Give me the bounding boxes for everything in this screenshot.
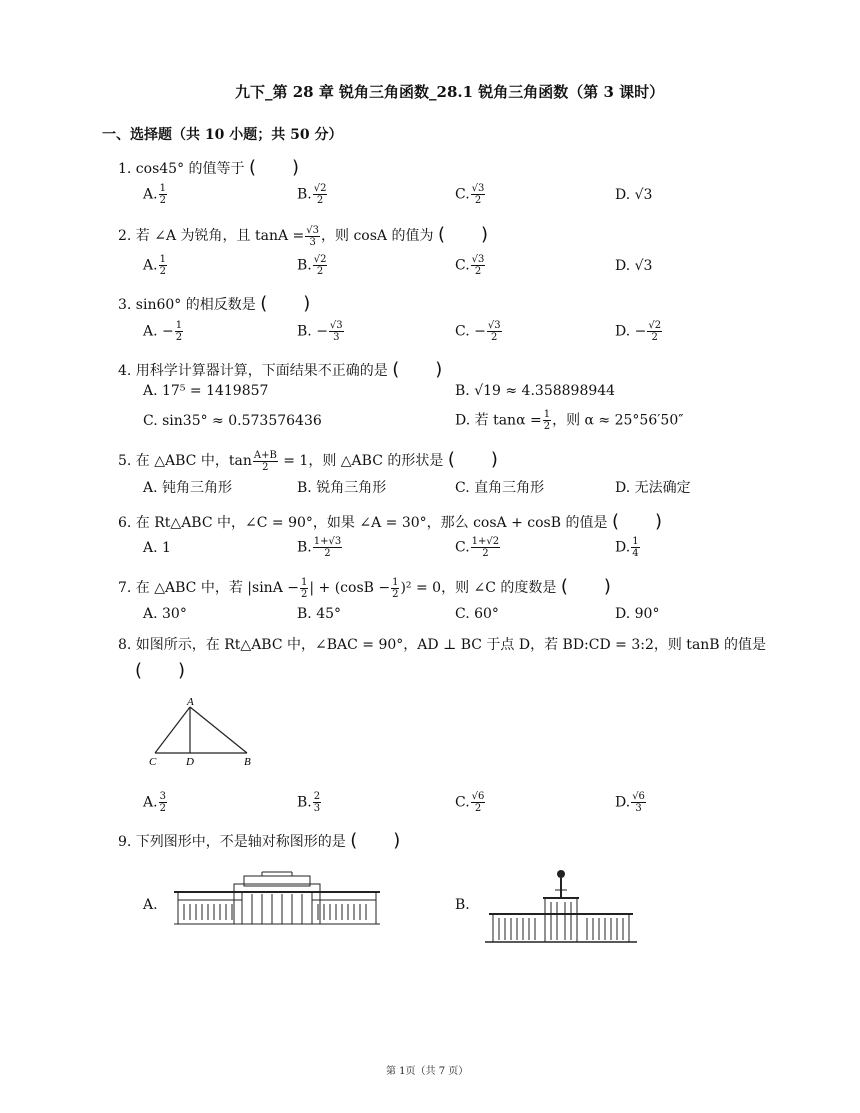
fraction: $\frac{√3}{3}$ bbox=[306, 224, 320, 248]
option-b: B. bbox=[455, 897, 470, 913]
option-a: A. $\frac{3}{2}$ bbox=[143, 791, 166, 814]
answer-paren: ( ) bbox=[248, 157, 300, 178]
option-d: D. − $\frac{√2}{2}$ bbox=[615, 320, 662, 343]
option-d: D. √3 bbox=[615, 258, 653, 274]
page-title: 九下_第 28 章 锐角三角函数_28.1 锐角三角函数（第 3 课时） bbox=[235, 83, 665, 101]
option-b: B. 45° bbox=[297, 606, 342, 622]
option-c: C. sin35° ≈ 0.573576436 bbox=[143, 413, 322, 429]
option-b: B. √19 ≈ 4.358898944 bbox=[455, 383, 616, 399]
option-a: A. 钝角三角形 bbox=[143, 480, 233, 496]
fraction: $\frac{1}{2}$ bbox=[159, 183, 166, 206]
option-d: D. $\frac{√6}{3}$ bbox=[615, 791, 645, 814]
vertex-label-a: A bbox=[187, 696, 194, 708]
option-a: A. $\frac{1}{2}$ bbox=[143, 254, 166, 277]
option-b: B. − $\frac{√3}{3}$ bbox=[297, 320, 343, 343]
question-7: 7. 在 △ABC 中，若 |sinA − $\frac{1}{2}$ | + (cosB − $\frac{1}{2}$ )² = 0，则 ∠C 的度数是 ( ) bbox=[118, 576, 611, 600]
option-a: A. − $\frac{1}{2}$ bbox=[143, 320, 183, 343]
question-9: 9. 下列图形中，不是轴对称图形的是 ( ) bbox=[118, 830, 401, 851]
answer-paren: ( ) bbox=[611, 511, 662, 532]
spire-ornament bbox=[557, 870, 565, 878]
option-d: D. 无法确定 bbox=[615, 480, 691, 496]
building-b-image bbox=[483, 864, 639, 944]
option-c: C. $\frac{1+√2}{2}$ bbox=[455, 536, 500, 559]
option-d: D. 90° bbox=[615, 606, 660, 622]
option-c: C. $\frac{√6}{2}$ bbox=[455, 791, 485, 814]
section-header: 一、选择题（共 10 小题；共 50 分） bbox=[102, 127, 343, 143]
option-c: C. 60° bbox=[455, 606, 499, 622]
option-b: B. $\frac{√2}{2}$ bbox=[297, 183, 327, 206]
option-d: D. 若 tanα = $\frac{1}{2}$ ，则 α ≈ 25°56′50″ bbox=[455, 409, 684, 432]
option-a: A. $\frac{1}{2}$ bbox=[143, 183, 166, 206]
answer-paren: ( ) bbox=[392, 359, 443, 380]
answer-paren: ( ) bbox=[135, 660, 186, 681]
fraction: $\frac{√2}{2}$ bbox=[313, 183, 327, 206]
option-b: B. $\frac{1+√3}{2}$ bbox=[297, 536, 342, 559]
question-1 bbox=[118, 153, 299, 179]
page-footer: 第 1页（共 7 页） bbox=[386, 1066, 469, 1077]
option-d: D. √3 bbox=[615, 187, 653, 203]
option-c: C. − $\frac{√3}{2}$ bbox=[455, 320, 501, 343]
vertex-label-c: C bbox=[149, 756, 157, 768]
triangle-figure bbox=[145, 695, 260, 770]
option-c: C. $\frac{√3}{2}$ bbox=[455, 183, 485, 206]
option-a: A. 1 bbox=[143, 540, 171, 556]
building-a-image bbox=[172, 870, 382, 926]
option-d: D. $\frac{1}{4}$ bbox=[615, 536, 639, 559]
question-5: 5. 在 △ABC 中，tan $\frac{A+B}{2}$ = 1，则 △ABC 的形状是 ( ) bbox=[118, 449, 498, 473]
option-c: C. $\frac{√3}{2}$ bbox=[455, 254, 485, 277]
question-3: 3. sin60° 的相反数是 ( ) bbox=[118, 293, 311, 314]
option-b: B. 锐角三角形 bbox=[297, 480, 387, 496]
answer-paren: ( ) bbox=[437, 224, 488, 245]
question-2: 2. 若 ∠A 为锐角，且 tanA = $\frac{√3}{3}$ ，则 cosA 的值为 ( ) bbox=[118, 224, 488, 248]
point-label-d: D bbox=[186, 756, 194, 768]
option-a: A. bbox=[143, 897, 158, 913]
option-a: A. 30° bbox=[143, 606, 187, 622]
option-b: B. $\frac{2}{3}$ bbox=[297, 791, 321, 814]
option-a: A. 17⁵ = 1419857 bbox=[143, 383, 269, 399]
answer-paren: ( ) bbox=[447, 449, 498, 470]
option-c: C. 直角三角形 bbox=[455, 480, 545, 496]
question-8: 8. 如图所示，在 Rt△ABC 中，∠BAC = 90°，AD ⊥ BC 于点 D，若 BD:CD = 3:2，则 tanB 的值是 bbox=[118, 637, 767, 653]
answer-paren: ( ) bbox=[260, 293, 311, 314]
option-b: B. $\frac{√2}{2}$ bbox=[297, 254, 327, 277]
answer-paren: ( ) bbox=[350, 830, 401, 851]
question-4: 4. 用科学计算器计算，下面结果不正确的是 ( ) bbox=[118, 359, 443, 380]
answer-paren: ( ) bbox=[560, 576, 611, 597]
vertex-label-b: B bbox=[244, 756, 251, 768]
question-6: 6. 在 Rt△ABC 中，∠C = 90°，如果 ∠A = 30°，那么 cosA + cosB 的值是 ( ) bbox=[118, 511, 662, 532]
question-stem: 1. cos45° 的值等于 bbox=[118, 161, 245, 177]
fraction: $\frac{√3}{2}$ bbox=[471, 183, 485, 206]
